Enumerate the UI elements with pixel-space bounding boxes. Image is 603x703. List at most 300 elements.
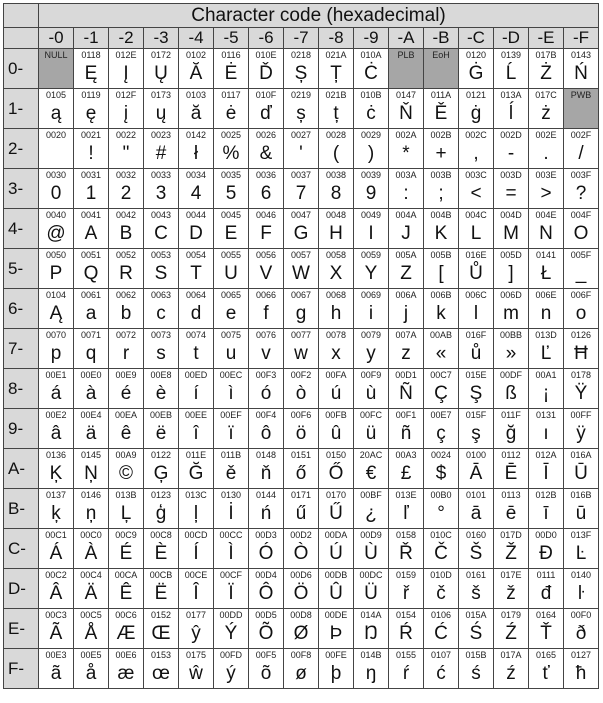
char-glyph: Ī xyxy=(543,463,549,484)
char-cell xyxy=(249,169,284,209)
char-cell xyxy=(74,329,109,369)
char-code-label: 0071 xyxy=(80,330,102,340)
char-cell xyxy=(564,569,599,609)
row-header: 4- xyxy=(4,209,39,249)
char-cell xyxy=(529,169,564,209)
char-code-label: 00E3 xyxy=(45,650,67,660)
char-code-label: 0075 xyxy=(220,330,242,340)
char-cell xyxy=(354,89,389,129)
char-glyph: ļ xyxy=(193,503,199,524)
char-glyph: ą xyxy=(50,103,62,124)
char-glyph: L xyxy=(470,223,482,244)
char-code-label: 002A xyxy=(395,130,417,140)
char-glyph: á xyxy=(50,383,62,404)
column-header: -2 xyxy=(109,28,144,49)
char-glyph: Ŀ xyxy=(575,543,587,564)
char-cell xyxy=(529,49,564,89)
char-cell xyxy=(389,249,424,289)
char-glyph: [ xyxy=(438,263,444,284)
char-glyph: 3 xyxy=(155,183,167,204)
char-glyph: Ô xyxy=(258,583,274,604)
char-cell xyxy=(319,489,354,529)
char-cell xyxy=(529,329,564,369)
char-cell xyxy=(459,529,494,569)
char-cell xyxy=(564,209,599,249)
char-cell xyxy=(424,489,459,529)
char-cell xyxy=(494,609,529,649)
char-cell xyxy=(354,529,389,569)
char-glyph: ò xyxy=(295,383,307,404)
char-cell xyxy=(39,369,74,409)
char-glyph: ö xyxy=(295,423,307,444)
char-glyph: © xyxy=(119,463,133,484)
char-code-label: 00FF xyxy=(570,410,592,420)
char-code-label: 00E2 xyxy=(45,410,67,420)
char-glyph: Z xyxy=(400,263,412,284)
char-code-label: 0153 xyxy=(150,650,172,660)
char-cell xyxy=(354,369,389,409)
char-glyph: ï xyxy=(228,423,234,444)
char-glyph: ī xyxy=(543,503,549,524)
char-glyph: Š xyxy=(469,543,483,564)
column-header-row xyxy=(4,28,599,49)
char-glyph: Ė xyxy=(224,63,238,84)
char-code-label: 0161 xyxy=(465,570,487,580)
char-code-label: 0111 xyxy=(536,570,556,580)
char-glyph: G xyxy=(293,223,309,244)
char-cell xyxy=(494,289,529,329)
char-glyph: ì xyxy=(228,383,234,404)
char-glyph: Ö xyxy=(293,583,309,604)
char-code-label: 0025 xyxy=(220,130,242,140)
char-glyph: g xyxy=(295,303,307,324)
char-glyph: » xyxy=(505,343,517,364)
char-cell xyxy=(214,289,249,329)
char-cell xyxy=(564,529,599,569)
char-code-label: 00A1 xyxy=(535,370,557,380)
table-row xyxy=(4,49,599,89)
char-code-label: 0155 xyxy=(395,650,417,660)
char-glyph: ñ xyxy=(400,423,412,444)
char-cell xyxy=(564,249,599,289)
corner-cell xyxy=(4,4,39,28)
char-glyph: / xyxy=(578,143,584,164)
char-code-label: 0040 xyxy=(45,210,67,220)
char-cell xyxy=(459,169,494,209)
char-code-label: 00C7 xyxy=(430,370,452,380)
char-code-label: 0058 xyxy=(325,250,347,260)
char-glyph: Õ xyxy=(258,623,274,644)
char-code-label: 002F xyxy=(570,130,592,140)
char-code-label: 012A xyxy=(535,450,557,460)
char-cell xyxy=(39,129,74,169)
char-cell xyxy=(249,209,284,249)
char-code-label: 021A xyxy=(325,50,347,60)
char-glyph: Ü xyxy=(364,583,378,604)
char-cell xyxy=(109,609,144,649)
char-code-label: 0113 xyxy=(501,490,521,500)
char-code-label: 0059 xyxy=(360,250,382,260)
char-code-label: 0049 xyxy=(360,210,382,220)
char-cell xyxy=(284,529,319,569)
char-code-label: 0079 xyxy=(360,330,382,340)
char-code-label: 0070 xyxy=(45,330,67,340)
char-code-label: 011B xyxy=(220,450,242,460)
char-glyph: ç xyxy=(436,423,446,444)
char-glyph: P xyxy=(49,263,63,284)
char-glyph: 4 xyxy=(190,183,202,204)
char-glyph: I xyxy=(368,223,374,244)
char-glyph: Ġ xyxy=(468,63,484,84)
char-code-label: 0042 xyxy=(115,210,137,220)
char-code-label: 00D2 xyxy=(290,530,312,540)
char-code-label: 002D xyxy=(500,130,522,140)
char-code-label: 012E xyxy=(115,50,137,60)
char-cell xyxy=(74,569,109,609)
char-glyph: Ó xyxy=(258,543,274,564)
char-code-label: 00F3 xyxy=(255,370,277,380)
char-glyph: ž xyxy=(506,583,516,604)
char-glyph: " xyxy=(122,143,130,164)
char-glyph: Ş xyxy=(469,383,483,404)
char-code-label: 010E xyxy=(255,50,277,60)
char-code-label: 006B xyxy=(430,290,452,300)
char-glyph: d xyxy=(190,303,202,324)
char-cell xyxy=(529,449,564,489)
char-glyph: Â xyxy=(49,583,63,604)
char-code-label: 007A xyxy=(395,330,417,340)
char-cell xyxy=(179,529,214,569)
char-code-label: 0173 xyxy=(150,90,172,100)
char-cell xyxy=(319,129,354,169)
chart-title: Character code (hexadecimal) xyxy=(39,4,599,28)
char-glyph: ē xyxy=(505,503,517,524)
char-code-label: 00B0 xyxy=(430,490,452,500)
char-code-label: 00F4 xyxy=(255,410,277,420)
char-code-label: 011E xyxy=(185,450,207,460)
table-row xyxy=(4,449,599,489)
char-code-label: 0137 xyxy=(45,490,67,500)
char-code-label: 00C9 xyxy=(115,530,137,540)
char-cell xyxy=(389,369,424,409)
char-glyph: y xyxy=(366,343,376,364)
char-cell xyxy=(144,49,179,89)
char-code-label: 0045 xyxy=(220,210,242,220)
char-cell xyxy=(494,89,529,129)
char-code-label: 0102 xyxy=(185,50,207,60)
char-glyph: Ć xyxy=(434,623,448,644)
char-glyph: 7 xyxy=(295,183,307,204)
row-header: 2- xyxy=(4,129,39,169)
char-code-label: 0036 xyxy=(255,170,277,180)
char-cell xyxy=(529,249,564,289)
row-header: 8- xyxy=(4,369,39,409)
table-row xyxy=(4,569,599,609)
char-cell xyxy=(424,449,459,489)
char-glyph: Ę xyxy=(84,63,98,84)
char-cell xyxy=(389,609,424,649)
char-cell xyxy=(494,209,529,249)
char-glyph: ĺ xyxy=(508,103,514,124)
char-cell xyxy=(354,569,389,609)
char-code-label: 0143 xyxy=(570,50,592,60)
char-code-label: 0031 xyxy=(80,170,102,180)
char-code-label: 0066 xyxy=(255,290,277,300)
char-cell xyxy=(424,649,459,689)
char-glyph: Ē xyxy=(504,463,518,484)
char-code-label: 0122 xyxy=(150,450,172,460)
char-glyph: Å xyxy=(84,623,98,644)
char-glyph: v xyxy=(261,343,271,364)
char-cell xyxy=(564,329,599,369)
char-glyph: Ŋ xyxy=(364,623,378,644)
char-cell xyxy=(459,209,494,249)
char-cell xyxy=(319,209,354,249)
char-code-label: 0219 xyxy=(290,90,312,100)
char-code-label: 005A xyxy=(395,250,417,260)
char-glyph: ŵ xyxy=(189,663,203,684)
char-glyph: K xyxy=(434,223,448,244)
column-header: -E xyxy=(529,28,564,49)
char-glyph: ł xyxy=(193,143,199,164)
char-glyph: , xyxy=(473,143,479,164)
char-code-label: 003B xyxy=(430,170,452,180)
char-code-label: 00D1 xyxy=(395,370,417,380)
char-glyph: Ň xyxy=(399,103,413,124)
char-cell xyxy=(319,249,354,289)
char-cell xyxy=(459,369,494,409)
char-glyph: Ĺ xyxy=(505,63,517,84)
char-code-label: 0106 xyxy=(430,610,452,620)
char-code-label: 00DA xyxy=(324,530,348,540)
char-glyph: ÿ xyxy=(576,423,586,444)
char-glyph: ŀ xyxy=(577,583,585,604)
char-cell xyxy=(389,89,424,129)
char-glyph: ä xyxy=(85,423,97,444)
char-glyph: Ņ xyxy=(84,463,98,484)
char-cell xyxy=(74,369,109,409)
char-code-label: 0026 xyxy=(255,130,277,140)
char-cell xyxy=(564,489,599,529)
char-cell xyxy=(459,89,494,129)
char-code-label: 0029 xyxy=(360,130,382,140)
char-code-label: 00C8 xyxy=(150,530,172,540)
char-code-label: 0061 xyxy=(80,290,102,300)
char-code-label: 0078 xyxy=(325,330,347,340)
char-code-label: 0076 xyxy=(255,330,277,340)
char-cell xyxy=(284,609,319,649)
char-glyph: ķ xyxy=(51,503,61,524)
char-glyph: š xyxy=(471,583,481,604)
char-cell xyxy=(389,209,424,249)
char-code-label: 00FE xyxy=(325,650,347,660)
char-glyph: c xyxy=(156,303,166,324)
char-code-label: 00CD xyxy=(184,530,208,540)
char-glyph: 9 xyxy=(365,183,377,204)
char-code-label: 00DB xyxy=(324,570,348,580)
char-cell xyxy=(564,89,599,129)
char-cell xyxy=(214,529,249,569)
char-cell xyxy=(144,249,179,289)
char-glyph: Ś xyxy=(469,623,483,644)
char-glyph: s xyxy=(156,343,166,364)
char-cell xyxy=(144,449,179,489)
column-header: -D xyxy=(494,28,529,49)
char-glyph: X xyxy=(329,263,343,284)
char-cell xyxy=(144,529,179,569)
char-cell xyxy=(494,169,529,209)
char-code-label: 00CB xyxy=(149,570,173,580)
char-cell xyxy=(284,49,319,89)
char-code-label: 0047 xyxy=(290,210,312,220)
char-code-label: 003C xyxy=(465,170,487,180)
char-glyph: S xyxy=(154,263,168,284)
char-cell xyxy=(284,409,319,449)
char-code-label: 004E xyxy=(535,210,557,220)
char-code-label: 0159 xyxy=(395,570,417,580)
char-cell xyxy=(249,529,284,569)
char-glyph: u xyxy=(225,343,237,364)
char-cell xyxy=(109,369,144,409)
char-glyph: £ xyxy=(400,463,412,484)
char-cell xyxy=(354,649,389,689)
row-header: B- xyxy=(4,489,39,529)
char-code-label: 004D xyxy=(500,210,522,220)
char-glyph: č xyxy=(436,583,446,604)
char-glyph: ľ xyxy=(403,503,409,524)
char-code-label: 0154 xyxy=(395,610,417,620)
char-cell xyxy=(284,169,319,209)
char-cell xyxy=(319,529,354,569)
char-code-label: 0165 xyxy=(535,650,557,660)
char-code-label: 0043 xyxy=(150,210,172,220)
table-row xyxy=(4,89,599,129)
char-cell xyxy=(529,489,564,529)
char-glyph: æ xyxy=(117,663,135,684)
char-cell xyxy=(179,289,214,329)
char-code-label: 00EA xyxy=(114,410,138,420)
char-cell xyxy=(564,449,599,489)
char-cell xyxy=(529,129,564,169)
char-code-label: 016A xyxy=(570,450,592,460)
char-cell xyxy=(459,49,494,89)
char-cell xyxy=(284,369,319,409)
char-glyph: Đ xyxy=(539,543,553,564)
char-glyph: Ą xyxy=(49,303,63,324)
char-cell xyxy=(424,249,459,289)
char-code-label: 0020 xyxy=(45,130,67,140)
char-glyph: l xyxy=(473,303,479,324)
char-code-label: 0028 xyxy=(325,130,347,140)
char-glyph: ; xyxy=(438,183,444,204)
row-header: D- xyxy=(4,569,39,609)
char-glyph: Ů xyxy=(469,263,483,284)
char-cell xyxy=(144,369,179,409)
char-code-label: 013D xyxy=(535,330,557,340)
char-glyph: Ħ xyxy=(574,343,588,364)
char-code-label: 0131 xyxy=(535,410,557,420)
char-glyph: ß xyxy=(505,383,517,404)
char-code-label: 0101 xyxy=(465,490,487,500)
char-code-label: 0054 xyxy=(185,250,207,260)
char-glyph: Ț xyxy=(330,63,342,84)
char-code-label: 0072 xyxy=(115,330,137,340)
char-cell xyxy=(74,529,109,569)
char-cell xyxy=(564,289,599,329)
char-code-label: 0144 xyxy=(255,490,277,500)
char-code-label: 00EC xyxy=(219,370,243,380)
char-glyph: k xyxy=(436,303,446,324)
char-glyph: 0 xyxy=(50,183,62,204)
char-cell xyxy=(249,489,284,529)
char-glyph: Û xyxy=(329,583,343,604)
char-cell xyxy=(39,449,74,489)
char-code-label: 005F xyxy=(570,250,592,260)
char-code-label: 00CE xyxy=(184,570,208,580)
char-code-label: 00E6 xyxy=(115,650,137,660)
char-cell xyxy=(424,329,459,369)
char-cell xyxy=(179,169,214,209)
char-code-label: 0100 xyxy=(465,450,487,460)
char-glyph: ś xyxy=(471,663,481,684)
char-cell xyxy=(249,49,284,89)
char-code-label: NULL xyxy=(44,50,68,60)
char-cell xyxy=(74,289,109,329)
char-cell xyxy=(109,649,144,689)
char-glyph: % xyxy=(222,143,240,164)
char-glyph: É xyxy=(119,543,133,564)
char-cell xyxy=(39,569,74,609)
char-cell xyxy=(39,649,74,689)
char-cell xyxy=(389,169,424,209)
char-cell xyxy=(459,649,494,689)
char-cell xyxy=(564,409,599,449)
char-code-label: 0112 xyxy=(501,450,521,460)
char-glyph: Ã xyxy=(49,623,63,644)
char-cell xyxy=(249,569,284,609)
char-code-label: 00D0 xyxy=(535,530,557,540)
char-glyph: Ń xyxy=(574,63,588,84)
char-code-label: 006A xyxy=(395,290,417,300)
column-header: -3 xyxy=(144,28,179,49)
char-cell xyxy=(74,409,109,449)
char-glyph: Ų xyxy=(154,63,168,84)
char-glyph: + xyxy=(435,143,447,164)
char-code-label: 0117 xyxy=(221,90,241,100)
char-code-label: 0177 xyxy=(185,610,207,620)
char-cell xyxy=(564,649,599,689)
table-row xyxy=(4,529,599,569)
row-header: 0- xyxy=(4,49,39,89)
char-code-label: 0170 xyxy=(325,490,347,500)
char-glyph: Ï xyxy=(228,583,234,604)
char-glyph: ó xyxy=(260,383,272,404)
char-code-label: 0142 xyxy=(185,130,207,140)
char-code-label: 012F xyxy=(115,90,137,100)
char-cell xyxy=(284,289,319,329)
char-cell xyxy=(319,449,354,489)
char-cell xyxy=(179,649,214,689)
char-code-label: 0074 xyxy=(185,330,207,340)
char-cell xyxy=(459,249,494,289)
char-code-label: 00E9 xyxy=(115,370,137,380)
char-code-label: 006E xyxy=(535,290,557,300)
char-cell xyxy=(494,49,529,89)
char-cell xyxy=(389,449,424,489)
char-glyph: Ř xyxy=(399,543,413,564)
char-cell xyxy=(494,129,529,169)
char-code-label: 0164 xyxy=(535,610,557,620)
